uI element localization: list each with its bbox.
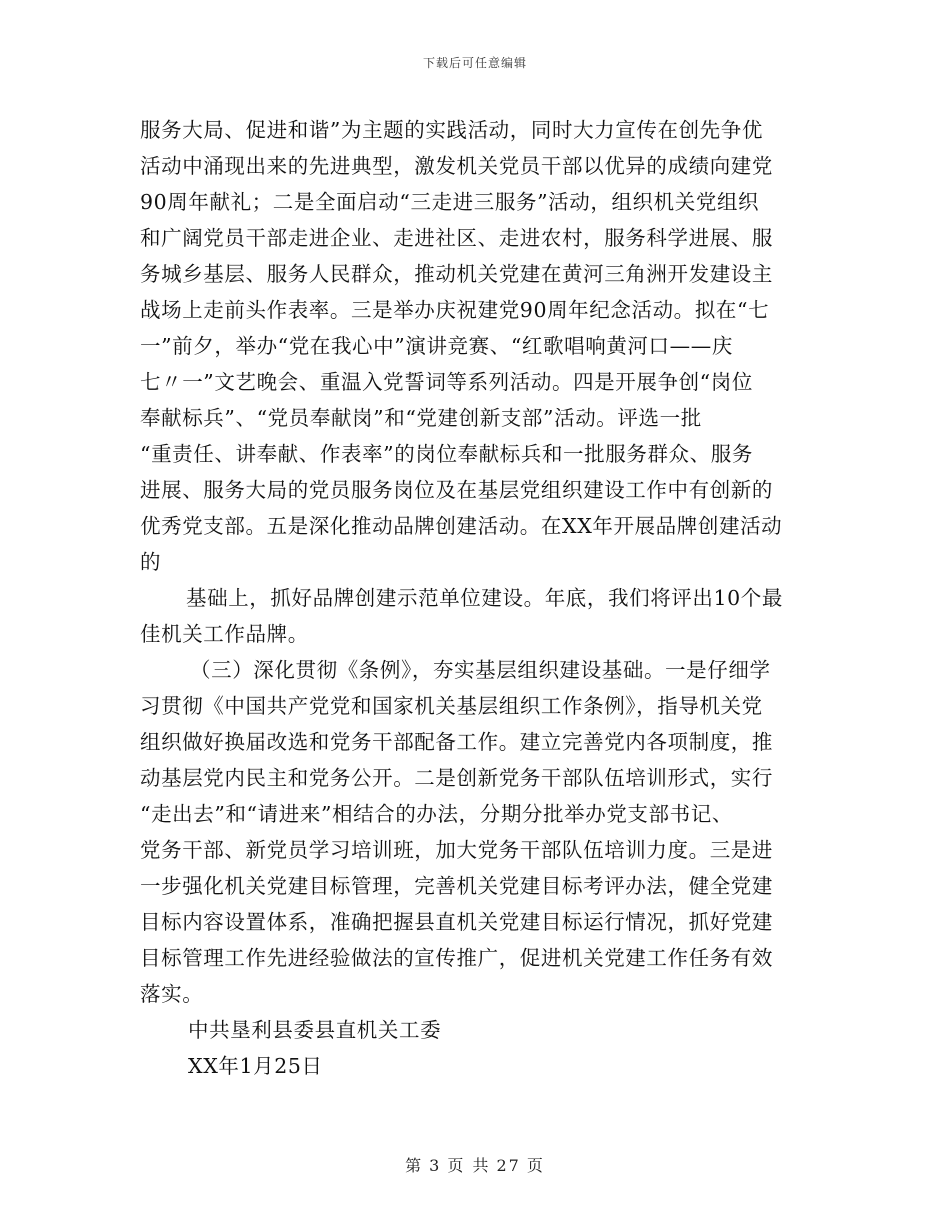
text-line: 90周年献礼；二是全面启动“三走进三服务”活动，组织机关党组织 — [140, 190, 760, 214]
text-line: 战场上走前头作表率。三是举办庆祝建党90周年纪念活动。拟在“七 — [140, 298, 770, 322]
text-line: 七〃一”文艺晚会、重温入党誓词等系列活动。四是开展争创“岗位 — [140, 370, 753, 394]
text-line: 动基层党内民主和党务公开。二是创新党务干部队伍培训形式，实行 — [140, 766, 773, 790]
footer-total-pages: 27 — [496, 1156, 521, 1175]
text-line: 进展、服务大局的党员服务岗位及在基层党组织建设工作中有创新的 — [140, 478, 773, 502]
text-line: 务城乡基层、服务人民群众，推动机关党建在黄河三角洲开发建设主 — [140, 262, 773, 286]
document-body — [140, 112, 805, 1084]
text-line: 党务干部、新党员学习培训班，加大党务干部队伍培训力度。三是进 — [140, 838, 773, 862]
footer-suffix: 页 — [526, 1156, 545, 1175]
text-line: 佳机关工作品牌。 — [140, 622, 309, 646]
text-line: 习贯彻《中国共产党党和国家机关基层组织工作条例》，指导机关党 — [140, 694, 763, 718]
text-line: 优秀党支部。五是深化推动品牌创建活动。在XX年开展品牌创建活动 — [140, 514, 783, 538]
text-line: 落实。 — [140, 982, 204, 1006]
text-line: 目标管理工作先进经验做法的宣传推广，促进机关党建工作任务有效 — [140, 946, 773, 970]
text-line: 目标内容设置体系，准确把握县直机关党建目标运行情况，抓好党建 — [140, 910, 773, 934]
page-header-note: 下载后可任意编辑 — [422, 56, 527, 70]
text-line: 服务大局、促进和谐”为主题的实践活动，同时大力宣传在创先争优 — [140, 118, 763, 142]
section-heading-line: （三）深化贯彻《条例》，夯实基层组织建设基础。一是仔细学 — [190, 658, 771, 682]
text-line: 和广阔党员干部走进企业、走进社区、走进农村，服务科学进展、服 — [140, 226, 773, 250]
text-line: 一”前夕，举办“党在我心中”演讲竞赛、“红歌唱响黄河口——庆 — [140, 334, 733, 358]
signature-organization: 中共垦利县委县直机关工委 — [188, 1018, 442, 1042]
text-line: 一步强化机关党建目标管理，完善机关党建目标考评办法，健全党建 — [140, 874, 773, 898]
footer-current-page: 3 — [429, 1156, 442, 1175]
footer-middle: 页 共 — [447, 1156, 491, 1175]
text-line: “重责任、讲奉献、作表率”的岗位奉献标兵和一批服务群众、服务 — [140, 442, 753, 466]
footer-prefix: 第 — [405, 1156, 424, 1175]
text-line: 基础上，抓好品牌创建示范单位建设。年底，我们将评出10个最 — [186, 586, 783, 610]
text-line: 奉献标兵”、“党员奉献岗”和“党建创新支部”活动。评选一批 — [140, 406, 702, 430]
signature-date: XX年1月25日 — [188, 1054, 323, 1078]
text-line: 的 — [140, 550, 162, 574]
page-footer — [0, 1153, 950, 1176]
text-line: 组织做好换届改选和党务干部配备工作。建立完善党内各项制度，推 — [140, 730, 773, 754]
text-line: 活动中涌现出来的先进典型，激发机关党员干部以优异的成绩向建党 — [140, 154, 773, 178]
text-line: “走出去”和“请进来”相结合的办法，分期分批举办党支部书记、 — [140, 802, 733, 826]
